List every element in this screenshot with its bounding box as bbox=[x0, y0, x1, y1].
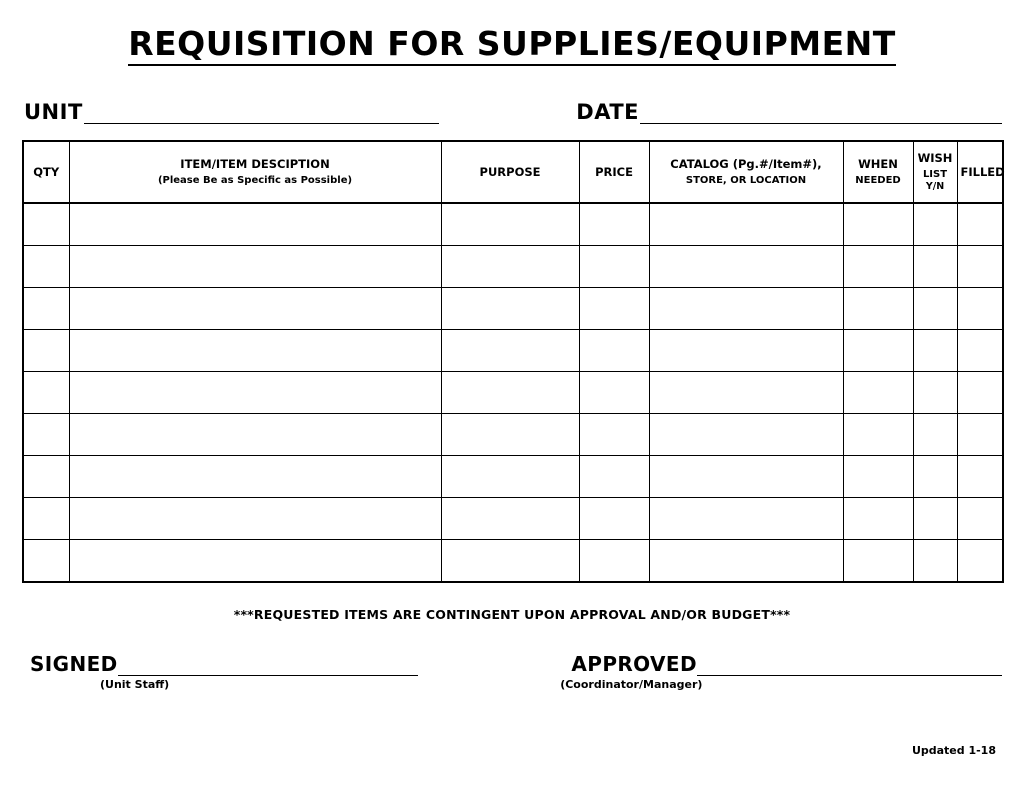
column-header-wish-list-sub: LIST bbox=[922, 168, 948, 180]
cell-catalog[interactable] bbox=[649, 203, 843, 246]
cell-catalog[interactable] bbox=[649, 540, 843, 583]
signature-captions bbox=[0, 678, 1024, 691]
cell-filled[interactable] bbox=[957, 330, 1003, 372]
column-header-purpose bbox=[441, 141, 579, 203]
cell-price[interactable] bbox=[579, 246, 649, 288]
column-header-when-needed-sub: NEEDED bbox=[855, 174, 901, 186]
cell-price[interactable] bbox=[579, 288, 649, 330]
approved-caption: (Coordinator/Manager) bbox=[560, 678, 703, 692]
cell-purpose[interactable] bbox=[441, 372, 579, 414]
cell-when-needed[interactable] bbox=[843, 246, 913, 288]
cell-catalog[interactable] bbox=[649, 498, 843, 540]
date-label: DATE bbox=[576, 100, 639, 125]
cell-when-needed[interactable] bbox=[843, 540, 913, 583]
cell-purpose[interactable] bbox=[441, 540, 579, 583]
table-row bbox=[23, 540, 1003, 583]
cell-item-description[interactable] bbox=[69, 372, 441, 414]
cell-catalog[interactable] bbox=[649, 330, 843, 372]
cell-filled[interactable] bbox=[957, 540, 1003, 583]
cell-wish-list[interactable] bbox=[913, 203, 957, 246]
cell-wish-list[interactable] bbox=[913, 456, 957, 498]
cell-price[interactable] bbox=[579, 330, 649, 372]
header-fields-row bbox=[0, 100, 1024, 124]
cell-filled[interactable] bbox=[957, 203, 1003, 246]
cell-price[interactable] bbox=[579, 498, 649, 540]
table-row bbox=[23, 288, 1003, 330]
cell-filled[interactable] bbox=[957, 498, 1003, 540]
cell-purpose[interactable] bbox=[441, 288, 579, 330]
cell-filled[interactable] bbox=[957, 288, 1003, 330]
signed-caption: (Unit Staff) bbox=[100, 678, 170, 692]
cell-purpose[interactable] bbox=[441, 246, 579, 288]
cell-item-description[interactable] bbox=[69, 203, 441, 246]
cell-price[interactable] bbox=[579, 372, 649, 414]
table-row bbox=[23, 330, 1003, 372]
column-header-price-text: PRICE bbox=[595, 165, 633, 180]
cell-filled[interactable] bbox=[957, 372, 1003, 414]
updated-stamp: Updated 1-18 bbox=[911, 744, 996, 757]
cell-purpose[interactable] bbox=[441, 456, 579, 498]
column-header-catalog-text: CATALOG (Pg.#/Item#), bbox=[670, 157, 822, 172]
cell-qty[interactable] bbox=[23, 414, 69, 456]
date-input-line[interactable] bbox=[640, 106, 1002, 124]
cell-filled[interactable] bbox=[957, 456, 1003, 498]
column-header-qty-text: QTY bbox=[33, 165, 60, 180]
cell-purpose[interactable] bbox=[441, 498, 579, 540]
approved-input-line[interactable] bbox=[697, 659, 1002, 676]
cell-price[interactable] bbox=[579, 456, 649, 498]
cell-wish-list[interactable] bbox=[913, 414, 957, 456]
column-header-filled bbox=[957, 141, 1003, 203]
cell-item-description[interactable] bbox=[69, 456, 441, 498]
cell-when-needed[interactable] bbox=[843, 288, 913, 330]
cell-when-needed[interactable] bbox=[843, 372, 913, 414]
cell-item-description[interactable] bbox=[69, 330, 441, 372]
signed-label: SIGNED bbox=[30, 652, 118, 677]
cell-price[interactable] bbox=[579, 414, 649, 456]
requisition-table-container bbox=[22, 140, 1005, 583]
table-header-row bbox=[23, 141, 1003, 203]
cell-wish-list[interactable] bbox=[913, 330, 957, 372]
cell-qty[interactable] bbox=[23, 498, 69, 540]
table-row bbox=[23, 498, 1003, 540]
cell-catalog[interactable] bbox=[649, 414, 843, 456]
cell-qty[interactable] bbox=[23, 372, 69, 414]
title-container bbox=[0, 0, 1024, 66]
table-row bbox=[23, 414, 1003, 456]
cell-purpose[interactable] bbox=[441, 330, 579, 372]
cell-qty[interactable] bbox=[23, 330, 69, 372]
column-header-catalog bbox=[649, 141, 843, 203]
cell-item-description[interactable] bbox=[69, 414, 441, 456]
signed-input-line[interactable] bbox=[118, 659, 418, 676]
column-header-filled-text: FILLED bbox=[960, 165, 1005, 180]
cell-item-description[interactable] bbox=[69, 540, 441, 583]
column-header-when-needed bbox=[843, 141, 913, 203]
cell-price[interactable] bbox=[579, 540, 649, 583]
requisition-table bbox=[22, 140, 1004, 583]
cell-purpose[interactable] bbox=[441, 414, 579, 456]
cell-item-description[interactable] bbox=[69, 246, 441, 288]
table-header bbox=[23, 141, 1003, 203]
column-header-purpose-text: PURPOSE bbox=[479, 165, 541, 180]
cell-item-description[interactable] bbox=[69, 288, 441, 330]
column-header-price bbox=[579, 141, 649, 203]
cell-filled[interactable] bbox=[957, 414, 1003, 456]
cell-when-needed[interactable] bbox=[843, 498, 913, 540]
column-header-wish-list-text: WISH bbox=[917, 151, 953, 166]
cell-qty[interactable] bbox=[23, 246, 69, 288]
date-field-group bbox=[576, 100, 1002, 124]
cell-wish-list[interactable] bbox=[913, 288, 957, 330]
column-header-item-description bbox=[69, 141, 441, 203]
cell-when-needed[interactable] bbox=[843, 203, 913, 246]
unit-label: UNIT bbox=[24, 100, 83, 125]
cell-catalog[interactable] bbox=[649, 246, 843, 288]
cell-qty[interactable] bbox=[23, 288, 69, 330]
cell-catalog[interactable] bbox=[649, 372, 843, 414]
cell-qty[interactable] bbox=[23, 456, 69, 498]
unit-input-line[interactable] bbox=[84, 106, 439, 124]
signed-field-group bbox=[30, 652, 418, 676]
cell-qty[interactable] bbox=[23, 540, 69, 583]
table-row bbox=[23, 456, 1003, 498]
signature-row bbox=[0, 652, 1024, 676]
column-header-item-description-text: ITEM/ITEM DESCIPTION bbox=[180, 157, 330, 172]
cell-catalog[interactable] bbox=[649, 288, 843, 330]
approved-label: APPROVED bbox=[571, 652, 697, 677]
cell-filled[interactable] bbox=[957, 246, 1003, 288]
table-row bbox=[23, 203, 1003, 246]
column-header-qty bbox=[23, 141, 69, 203]
cell-purpose[interactable] bbox=[441, 203, 579, 246]
cell-wish-list[interactable] bbox=[913, 372, 957, 414]
unit-field-group bbox=[24, 100, 439, 124]
column-header-wish-list bbox=[913, 141, 957, 203]
approved-field-group bbox=[571, 652, 1002, 676]
page-title: REQUISITION FOR SUPPLIES/EQUIPMENT bbox=[128, 26, 896, 66]
column-header-wish-list-yn: Y/N bbox=[925, 181, 945, 193]
table-row bbox=[23, 372, 1003, 414]
column-header-catalog-sub: STORE, OR LOCATION bbox=[685, 174, 807, 186]
column-header-when-needed-text: WHEN bbox=[858, 157, 898, 172]
cell-qty[interactable] bbox=[23, 203, 69, 246]
cell-catalog[interactable] bbox=[649, 456, 843, 498]
cell-when-needed[interactable] bbox=[843, 330, 913, 372]
cell-wish-list[interactable] bbox=[913, 498, 957, 540]
table-row bbox=[23, 246, 1003, 288]
column-header-item-description-sub: (Please Be as Specific as Possible) bbox=[157, 174, 353, 186]
cell-when-needed[interactable] bbox=[843, 414, 913, 456]
table-body bbox=[23, 203, 1003, 582]
approval-note: ***REQUESTED ITEMS ARE CONTINGENT UPON APPROVAL AND/OR BUDGET*** bbox=[233, 607, 791, 623]
cell-wish-list[interactable] bbox=[913, 540, 957, 583]
cell-price[interactable] bbox=[579, 203, 649, 246]
cell-when-needed[interactable] bbox=[843, 456, 913, 498]
cell-item-description[interactable] bbox=[69, 498, 441, 540]
cell-wish-list[interactable] bbox=[913, 246, 957, 288]
